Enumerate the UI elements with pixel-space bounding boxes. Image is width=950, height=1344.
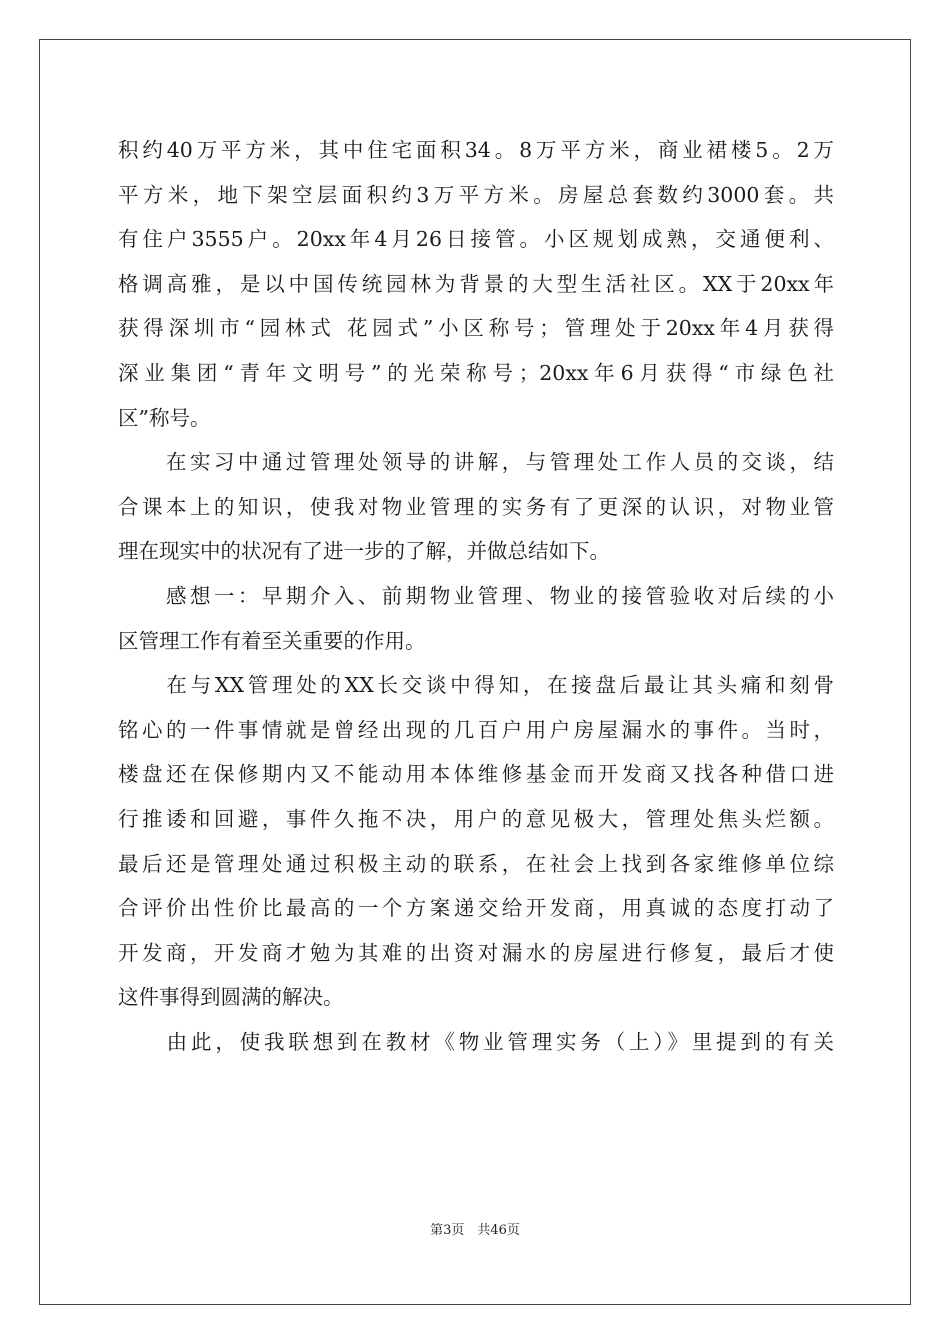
- text-line: 格调高雅，是以中国传统园林为背景的大型生活社区。XX于20xx年: [118, 271, 834, 296]
- text-line: 区”称号。: [118, 405, 211, 430]
- text-line: 区管理工作有着至关重要的作用。: [118, 628, 426, 653]
- text-line: 这件事得到圆满的解决。: [118, 985, 344, 1010]
- text-line: 行推诿和回避，事件久拖不决，用户的意见极大，管理处焦头烂额。: [118, 806, 834, 831]
- document-body: [118, 128, 834, 1064]
- text-line: 理在现实中的状况有了进一步的了解，并做总结如下。: [118, 539, 610, 564]
- text-line: 由此，使我联想到在教材《物业管理实务（上）》里提到的有关: [118, 1029, 834, 1054]
- text-line: 积约40万平方米，其中住宅面积34。8万平方米，商业裙楼5。2万: [118, 138, 834, 162]
- page-footer: 第3页 共46页: [430, 1223, 520, 1238]
- text-line: 有住户3555户。20xx年4月26日接管。小区规划成熟，交通便利、: [118, 227, 834, 252]
- text-line: 合课本上的知识，使我对物业管理的实务有了更深的认识，对物业管: [118, 494, 834, 519]
- text-line: 开发商，开发商才勉为其难的出资对漏水的房屋进行修复，最后才使: [118, 940, 834, 965]
- text-line: 感想一：早期介入、前期物业管理、物业的接管验收对后续的小: [118, 583, 834, 608]
- text-line: 在实习中通过管理处领导的讲解，与管理处工作人员的交谈，结: [118, 450, 834, 475]
- text-line: 合评价出性价比最高的一个方案递交给开发商，用真诚的态度打动了: [118, 896, 834, 921]
- text-line: 深业集团“青年文明号”的光荣称号；20xx年6月获得“市绿色社: [118, 360, 834, 385]
- text-line: 铭心的一件事情就是曾经出现的几百户用户房屋漏水的事件。当时，: [118, 717, 834, 742]
- text-line: 最后还是管理处通过积极主动的联系，在社会上找到各家维修单位综: [118, 851, 834, 876]
- text-line: 获得深圳市“园林式 花园式”小区称号；管理处于20xx年4月获得: [118, 316, 834, 341]
- text-line: 平方米，地下架空层面积约3万平方米。房屋总套数约3000套。共: [118, 182, 834, 207]
- text-line: 在与XX管理处的XX长交谈中得知，在接盘后最让其头痛和刻骨: [118, 673, 834, 698]
- text-line: 楼盘还在保修期内又不能动用本体维修基金而开发商又找各种借口进: [118, 762, 834, 787]
